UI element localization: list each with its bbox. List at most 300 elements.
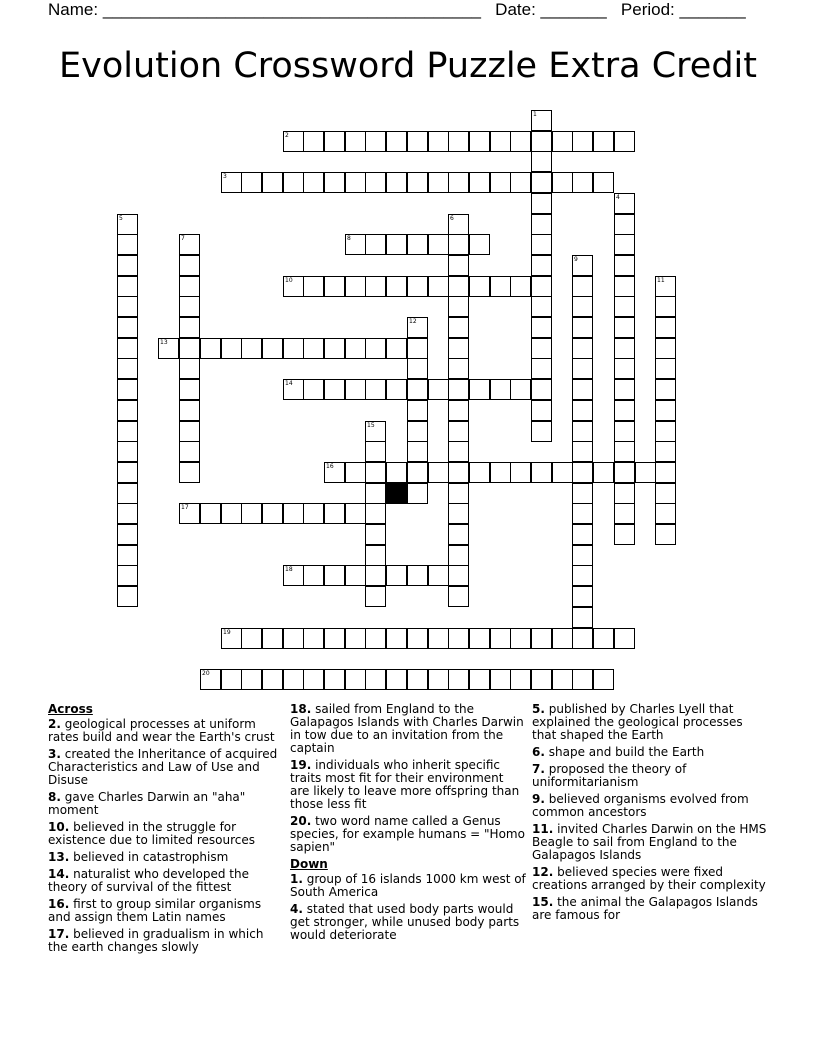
crossword-cell[interactable] (117, 462, 138, 483)
crossword-cell[interactable] (179, 503, 200, 524)
crossword-cell[interactable] (303, 565, 324, 586)
crossword-cell[interactable] (572, 545, 593, 566)
crossword-cell[interactable] (179, 317, 200, 338)
crossword-cell[interactable] (262, 628, 283, 649)
clue-column-2 (290, 703, 526, 946)
crossword-cell[interactable] (593, 669, 614, 690)
crossword-cell[interactable] (552, 628, 573, 649)
crossword-cell[interactable] (117, 441, 138, 462)
clue-down-12: 12. believed species were fixed creations arranged by their complexity (532, 865, 766, 892)
crossword-cell[interactable] (428, 565, 449, 586)
crossword-cell[interactable] (303, 276, 324, 297)
crossword-cell[interactable] (552, 172, 573, 193)
crossword-cell[interactable] (572, 441, 593, 462)
crossword-cell[interactable] (572, 421, 593, 442)
crossword-cell[interactable] (365, 462, 386, 483)
clue-column-3 (532, 703, 768, 926)
crossword-cell[interactable] (614, 462, 635, 483)
crossword-cell[interactable] (448, 358, 469, 379)
crossword-cell[interactable] (179, 462, 200, 483)
crossword-cell[interactable] (117, 483, 138, 504)
clue-number: 19 (223, 629, 231, 636)
crossword-cell[interactable] (179, 441, 200, 462)
crossword-cell[interactable] (531, 276, 552, 297)
crossword-cell[interactable] (469, 379, 490, 400)
crossword-cell[interactable] (448, 462, 469, 483)
crossword-cell[interactable] (117, 255, 138, 276)
crossword-cell[interactable] (448, 545, 469, 566)
crossword-cell[interactable] (614, 338, 635, 359)
crossword-cell[interactable] (572, 503, 593, 524)
crossword-cell[interactable] (117, 276, 138, 297)
crossword-cell[interactable] (614, 214, 635, 235)
crossword-cell[interactable] (179, 276, 200, 297)
crossword-cell[interactable] (283, 172, 304, 193)
crossword-cell[interactable] (572, 586, 593, 607)
crossword-cell[interactable] (221, 172, 242, 193)
crossword-cell[interactable] (324, 628, 345, 649)
crossword-cell[interactable] (614, 524, 635, 545)
crossword-cell[interactable] (407, 400, 428, 421)
crossword-cell[interactable] (572, 462, 593, 483)
crossword-cell[interactable] (614, 379, 635, 400)
crossword-cell[interactable] (448, 214, 469, 235)
crossword-cell[interactable] (365, 565, 386, 586)
crossword-cell[interactable] (117, 234, 138, 255)
clue-number: 11 (657, 277, 665, 284)
crossword-cell[interactable] (407, 421, 428, 442)
across-heading: Across (48, 702, 93, 716)
crossword-cell[interactable] (283, 628, 304, 649)
clue-down-7: 7. proposed the theory of uniformitarianism (532, 762, 687, 789)
crossword-cell[interactable] (117, 214, 138, 235)
crossword-cell[interactable] (179, 338, 200, 359)
crossword-cell[interactable] (345, 338, 366, 359)
crossword-cell[interactable] (386, 462, 407, 483)
crossword-cell[interactable] (448, 483, 469, 504)
crossword-cell[interactable] (531, 358, 552, 379)
crossword-cell[interactable] (572, 379, 593, 400)
crossword-cell[interactable] (345, 276, 366, 297)
crossword-cell[interactable] (490, 379, 511, 400)
crossword-cell[interactable] (448, 669, 469, 690)
crossword-cell[interactable] (283, 338, 304, 359)
crossword-cell[interactable] (303, 669, 324, 690)
crossword-cell[interactable] (531, 131, 552, 152)
crossword-cell[interactable] (531, 255, 552, 276)
crossword-cell[interactable] (324, 276, 345, 297)
crossword-cell[interactable] (655, 483, 676, 504)
crossword-cell[interactable] (365, 503, 386, 524)
crossword-cell[interactable] (469, 172, 490, 193)
crossword-cell[interactable] (117, 400, 138, 421)
crossword-cell[interactable] (179, 234, 200, 255)
clue-down-11: 11. invited Charles Darwin on the HMS Beagle to sail from England to the Galapagos Islands (532, 822, 767, 862)
crossword-cell[interactable] (365, 379, 386, 400)
crossword-cell[interactable] (386, 379, 407, 400)
crossword-cell[interactable] (407, 565, 428, 586)
crossword-cell[interactable] (365, 524, 386, 545)
crossword-cell[interactable] (158, 338, 179, 359)
crossword-cell[interactable] (221, 628, 242, 649)
crossword-cell[interactable] (593, 462, 614, 483)
crossword-cell[interactable] (365, 234, 386, 255)
crossword-cell[interactable] (593, 628, 614, 649)
crossword-cell[interactable] (407, 317, 428, 338)
crossword-cell[interactable] (365, 628, 386, 649)
crossword-cell[interactable] (614, 131, 635, 152)
crossword-cell[interactable] (117, 545, 138, 566)
crossword-cell[interactable] (614, 193, 635, 214)
crossword-cell[interactable] (241, 628, 262, 649)
crossword-cell[interactable] (386, 565, 407, 586)
crossword-cell[interactable] (655, 358, 676, 379)
clue-across-16: 16. first to group similar organisms and assign them Latin names (48, 897, 262, 924)
crossword-cell[interactable] (490, 669, 511, 690)
crossword-cell[interactable] (448, 400, 469, 421)
crossword-cell[interactable] (448, 255, 469, 276)
crossword-cell[interactable] (448, 503, 469, 524)
date-line: _______ (540, 0, 607, 19)
clue-across-17: 17. believed in gradualism in which the earth changes slowly (48, 927, 264, 954)
crossword-cell[interactable] (179, 379, 200, 400)
crossword-cell[interactable] (117, 421, 138, 442)
crossword-cell[interactable] (365, 338, 386, 359)
crossword-cell[interactable] (345, 462, 366, 483)
crossword-cell[interactable] (448, 628, 469, 649)
crossword-cell[interactable] (365, 441, 386, 462)
crossword-cell[interactable] (241, 172, 262, 193)
crossword-cell[interactable] (572, 276, 593, 297)
crossword-cell[interactable] (448, 379, 469, 400)
clue-down-9: 9. believed organisms evolved from common ancestors (532, 792, 749, 819)
crossword-cell[interactable] (345, 669, 366, 690)
crossword-cell[interactable] (407, 441, 428, 462)
crossword-cell[interactable] (386, 276, 407, 297)
crossword-cell[interactable] (179, 421, 200, 442)
crossword-cell[interactable] (221, 503, 242, 524)
crossword-cell[interactable] (200, 503, 221, 524)
crossword-cell[interactable] (490, 462, 511, 483)
crossword-cell[interactable] (531, 628, 552, 649)
crossword-cell[interactable] (614, 296, 635, 317)
crossword-cell[interactable] (324, 503, 345, 524)
crossword-cell[interactable] (552, 462, 573, 483)
crossword-cell[interactable] (345, 234, 366, 255)
crossword-cell[interactable] (531, 669, 552, 690)
crossword-cell[interactable] (531, 400, 552, 421)
crossword-cell[interactable] (407, 462, 428, 483)
clue-number: 17 (181, 504, 189, 511)
crossword-cell[interactable] (407, 483, 428, 504)
crossword-cell[interactable] (428, 462, 449, 483)
crossword-cell[interactable] (510, 172, 531, 193)
crossword-cell[interactable] (572, 669, 593, 690)
crossword-cell[interactable] (407, 628, 428, 649)
crossword-cell[interactable] (469, 669, 490, 690)
crossword-cell[interactable] (365, 545, 386, 566)
crossword-cell[interactable] (407, 234, 428, 255)
crossword-cell[interactable] (531, 234, 552, 255)
crossword-cell[interactable] (179, 296, 200, 317)
crossword-cell[interactable] (407, 276, 428, 297)
crossword-cell[interactable] (428, 379, 449, 400)
crossword-cell[interactable] (324, 338, 345, 359)
crossword-cell[interactable] (345, 628, 366, 649)
crossword-cell[interactable] (448, 524, 469, 545)
crossword-cell[interactable] (117, 524, 138, 545)
clue-across-2: 2. geological processes at uniform rates build and wear the Earth's crust (48, 717, 275, 744)
crossword-cell[interactable] (655, 503, 676, 524)
crossword-cell[interactable] (531, 193, 552, 214)
period-label: Period: (620, 0, 675, 19)
clue-number: 18 (285, 566, 293, 573)
crossword-cell[interactable] (510, 276, 531, 297)
crossword-cell[interactable] (283, 503, 304, 524)
crossword-cell[interactable] (262, 172, 283, 193)
crossword-cell[interactable] (303, 131, 324, 152)
crossword-cell[interactable] (614, 358, 635, 379)
crossword-cell[interactable] (365, 586, 386, 607)
crossword-cell[interactable] (283, 669, 304, 690)
crossword-cell[interactable] (365, 276, 386, 297)
crossword-cell[interactable] (365, 669, 386, 690)
crossword-cell[interactable] (407, 358, 428, 379)
crossword-cell[interactable] (448, 234, 469, 255)
crossword-cell[interactable] (531, 338, 552, 359)
crossword-cell[interactable] (303, 503, 324, 524)
crossword-cell[interactable] (365, 131, 386, 152)
crossword-cell[interactable] (655, 400, 676, 421)
crossword-cell[interactable] (614, 441, 635, 462)
crossword-cell[interactable] (510, 628, 531, 649)
clue-number: 10 (285, 277, 293, 284)
crossword-cell[interactable] (324, 172, 345, 193)
crossword-cell[interactable] (303, 628, 324, 649)
crossword-cell[interactable] (490, 628, 511, 649)
crossword-cell[interactable] (614, 276, 635, 297)
crossword-cell[interactable] (510, 131, 531, 152)
crossword-cell[interactable] (428, 628, 449, 649)
crossword-cell[interactable] (303, 172, 324, 193)
crossword-cell[interactable] (614, 255, 635, 276)
crossword-cell[interactable] (655, 338, 676, 359)
crossword-cell[interactable] (448, 338, 469, 359)
clue-number: 9 (574, 256, 578, 263)
clue-number: 8 (347, 235, 351, 242)
crossword-cell[interactable] (324, 131, 345, 152)
crossword-black-cell (386, 483, 407, 504)
crossword-cell[interactable] (469, 276, 490, 297)
crossword-cell[interactable] (531, 151, 552, 172)
crossword-cell[interactable] (531, 296, 552, 317)
crossword-cell[interactable] (117, 565, 138, 586)
crossword-cell[interactable] (386, 234, 407, 255)
crossword-cell[interactable] (655, 421, 676, 442)
crossword-cell[interactable] (572, 172, 593, 193)
crossword-cell[interactable] (655, 462, 676, 483)
crossword-cell[interactable] (531, 317, 552, 338)
crossword-cell[interactable] (283, 379, 304, 400)
crossword-cell[interactable] (386, 172, 407, 193)
crossword-cell[interactable] (241, 503, 262, 524)
crossword-cell[interactable] (303, 338, 324, 359)
crossword-cell[interactable] (531, 462, 552, 483)
crossword-cell[interactable] (510, 379, 531, 400)
crossword-cell[interactable] (572, 338, 593, 359)
crossword-cell[interactable] (552, 131, 573, 152)
down-heading: Down (290, 857, 328, 871)
crossword-cell[interactable] (655, 441, 676, 462)
crossword-cell[interactable] (179, 400, 200, 421)
crossword-cell[interactable] (572, 483, 593, 504)
crossword-cell[interactable] (283, 565, 304, 586)
crossword-cell[interactable] (448, 317, 469, 338)
crossword-cell[interactable] (572, 358, 593, 379)
crossword-cell[interactable] (614, 317, 635, 338)
crossword-cell[interactable] (365, 172, 386, 193)
crossword-cell[interactable] (283, 276, 304, 297)
crossword-cell[interactable] (324, 565, 345, 586)
crossword-cell[interactable] (179, 358, 200, 379)
crossword-cell[interactable] (469, 234, 490, 255)
crossword-cell[interactable] (531, 214, 552, 235)
crossword-cell[interactable] (386, 628, 407, 649)
crossword-cell[interactable] (345, 379, 366, 400)
crossword-cell[interactable] (531, 110, 552, 131)
crossword-cell[interactable] (469, 462, 490, 483)
crossword-cell[interactable] (655, 379, 676, 400)
crossword-cell[interactable] (407, 172, 428, 193)
crossword-cell[interactable] (552, 669, 573, 690)
crossword-cell[interactable] (614, 400, 635, 421)
crossword-cell[interactable] (655, 317, 676, 338)
crossword-cell[interactable] (386, 131, 407, 152)
crossword-cell[interactable] (572, 317, 593, 338)
crossword-cell[interactable] (262, 503, 283, 524)
crossword-cell[interactable] (200, 338, 221, 359)
crossword-cell[interactable] (241, 669, 262, 690)
crossword-cell[interactable] (262, 338, 283, 359)
crossword-cell[interactable] (490, 131, 511, 152)
crossword-cell[interactable] (407, 131, 428, 152)
crossword-cell[interactable] (386, 669, 407, 690)
crossword-cell[interactable] (531, 379, 552, 400)
crossword-cell[interactable] (448, 296, 469, 317)
crossword-cell[interactable] (448, 421, 469, 442)
crossword-cell[interactable] (448, 276, 469, 297)
crossword-cell[interactable] (221, 338, 242, 359)
crossword-cell[interactable] (428, 172, 449, 193)
crossword-cell[interactable] (407, 669, 428, 690)
crossword-cell[interactable] (531, 421, 552, 442)
crossword-cell[interactable] (345, 131, 366, 152)
clue-number: 6 (450, 215, 454, 222)
crossword-cell[interactable] (614, 234, 635, 255)
crossword-cell[interactable] (469, 131, 490, 152)
crossword-cell[interactable] (428, 131, 449, 152)
crossword-cell[interactable] (117, 586, 138, 607)
crossword-cell[interactable] (283, 131, 304, 152)
crossword-cell[interactable] (428, 669, 449, 690)
crossword-cell[interactable] (221, 669, 242, 690)
name-label: Name: (48, 0, 99, 19)
crossword-cell[interactable] (117, 317, 138, 338)
crossword-cell[interactable] (200, 669, 221, 690)
crossword-cell[interactable] (490, 172, 511, 193)
crossword-cell[interactable] (655, 276, 676, 297)
crossword-cell[interactable] (448, 172, 469, 193)
crossword-cell[interactable] (593, 131, 614, 152)
crossword-cell[interactable] (365, 421, 386, 442)
crossword-cell[interactable] (117, 358, 138, 379)
crossword-cell[interactable] (655, 296, 676, 317)
crossword-cell[interactable] (303, 379, 324, 400)
crossword-cell[interactable] (510, 462, 531, 483)
crossword-cell[interactable] (428, 276, 449, 297)
crossword-cell[interactable] (448, 441, 469, 462)
crossword-cell[interactable] (510, 669, 531, 690)
crossword-cell[interactable] (614, 483, 635, 504)
crossword-cell[interactable] (469, 628, 490, 649)
crossword-cell[interactable] (490, 276, 511, 297)
crossword-cell[interactable] (324, 669, 345, 690)
crossword-cell[interactable] (635, 462, 656, 483)
clue-number: 4 (616, 194, 620, 201)
crossword-cell[interactable] (655, 524, 676, 545)
crossword-cell[interactable] (324, 379, 345, 400)
date-label: Date: (495, 0, 536, 19)
crossword-cell[interactable] (407, 379, 428, 400)
crossword-cell[interactable] (117, 296, 138, 317)
crossword-cell[interactable] (324, 462, 345, 483)
crossword-cell[interactable] (531, 172, 552, 193)
crossword-cell[interactable] (365, 483, 386, 504)
crossword-cell[interactable] (345, 503, 366, 524)
crossword-cell[interactable] (345, 565, 366, 586)
crossword-cell[interactable] (572, 400, 593, 421)
crossword-cell[interactable] (572, 255, 593, 276)
crossword-cell[interactable] (614, 421, 635, 442)
crossword-cell[interactable] (572, 628, 593, 649)
clue-number: 2 (285, 132, 289, 139)
crossword-cell[interactable] (448, 565, 469, 586)
crossword-cell[interactable] (572, 565, 593, 586)
crossword-cell[interactable] (448, 131, 469, 152)
crossword-cell[interactable] (614, 503, 635, 524)
crossword-cell[interactable] (117, 503, 138, 524)
crossword-cell[interactable] (241, 338, 262, 359)
crossword-cell[interactable] (117, 379, 138, 400)
clue-number: 20 (202, 670, 210, 677)
crossword-cell[interactable] (572, 131, 593, 152)
crossword-cell[interactable] (614, 628, 635, 649)
crossword-cell[interactable] (572, 607, 593, 628)
crossword-cell[interactable] (593, 172, 614, 193)
crossword-cell[interactable] (428, 234, 449, 255)
clue-number: 15 (367, 422, 375, 429)
crossword-cell[interactable] (572, 524, 593, 545)
crossword-cell[interactable] (345, 172, 366, 193)
crossword-cell[interactable] (572, 296, 593, 317)
crossword-cell[interactable] (448, 586, 469, 607)
crossword-cell[interactable] (179, 255, 200, 276)
crossword-cell[interactable] (407, 338, 428, 359)
clue-across-13: 13. believed in catastrophism (48, 850, 229, 864)
crossword-cell[interactable] (262, 669, 283, 690)
crossword-cell[interactable] (117, 338, 138, 359)
crossword-cell[interactable] (386, 338, 407, 359)
